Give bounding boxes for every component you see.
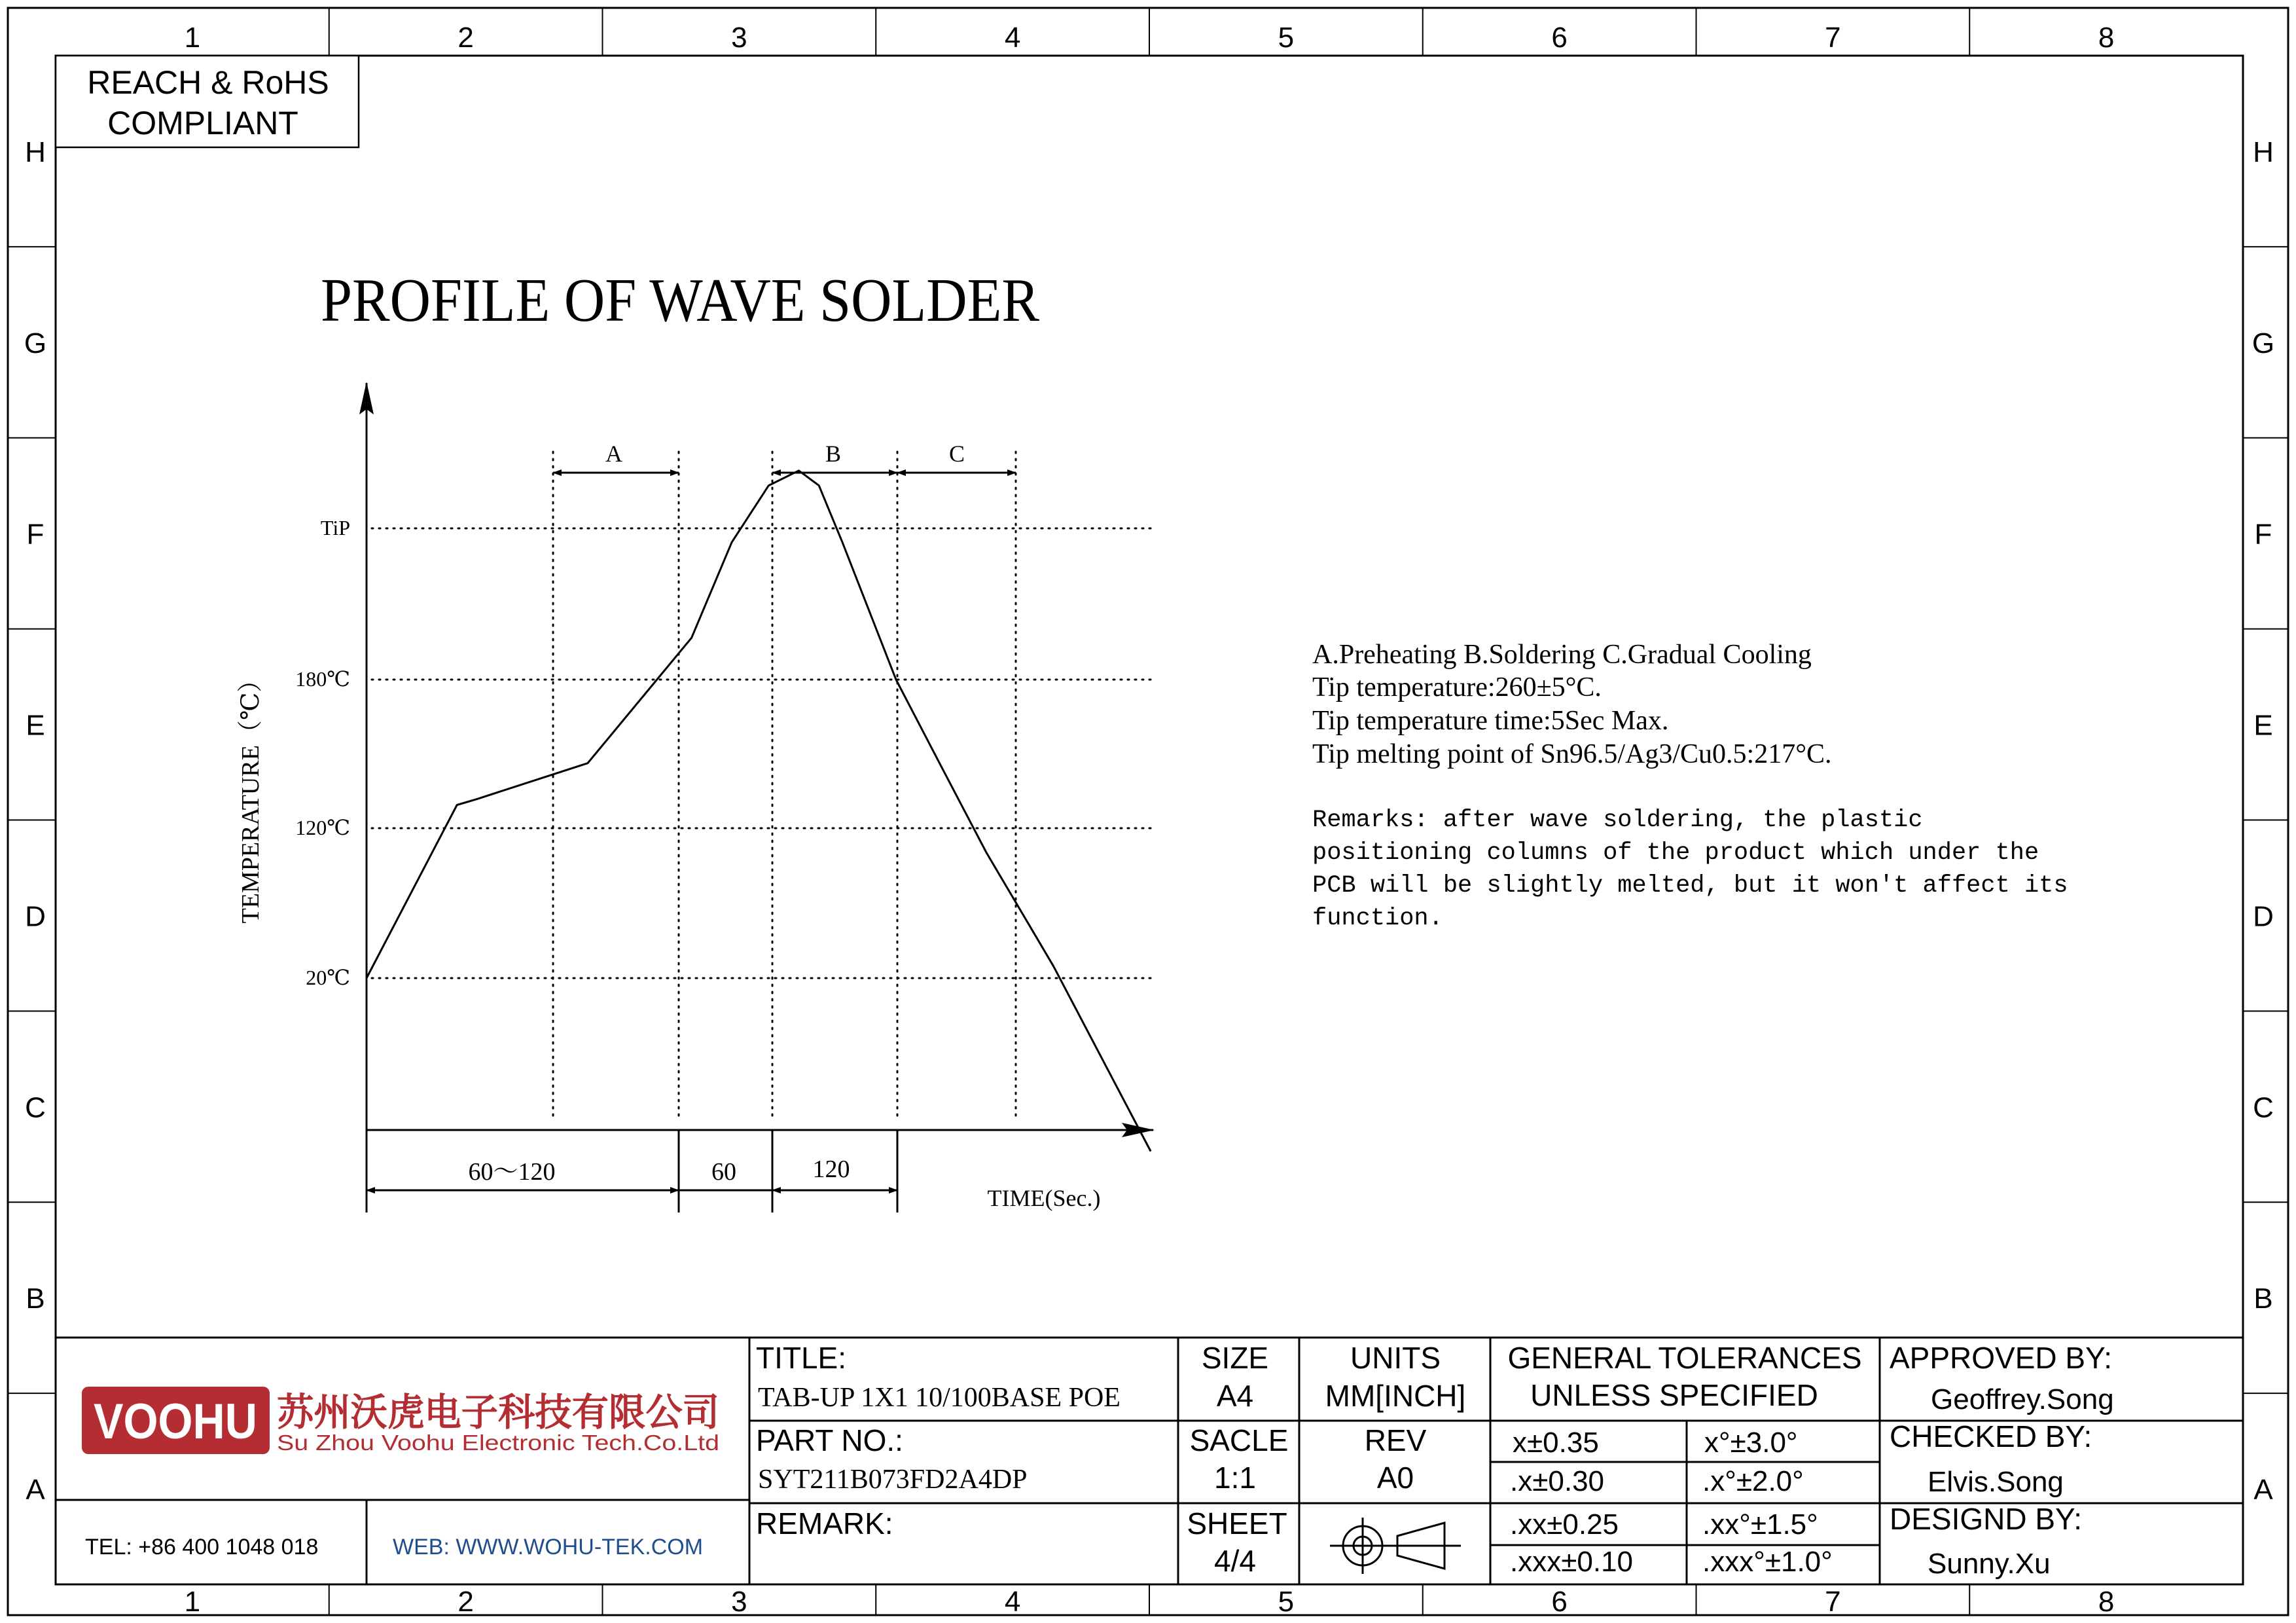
y-tick-120: 120℃ xyxy=(295,816,350,839)
y-tick-20: 20℃ xyxy=(306,966,350,989)
zone-col-top-5: 5 xyxy=(1278,22,1295,54)
remark-line-2: positioning columns of the product which under the xyxy=(1312,839,2039,867)
zone-col-top-3: 3 xyxy=(731,22,747,54)
designed-label: DESIGND BY: xyxy=(1890,1502,2082,1536)
tolerance-linear-1: .x±0.30 xyxy=(1510,1465,1605,1497)
note-tip-time: Tip temperature time:5Sec Max. xyxy=(1312,706,1669,736)
title-label: TITLE: xyxy=(756,1341,847,1375)
zone-row-left-F: F xyxy=(26,518,45,551)
time-segment-3: 120 xyxy=(812,1156,850,1183)
part-no-value: SYT211B073FD2A4DP xyxy=(758,1465,1028,1495)
zone-col-bottom-7: 7 xyxy=(1825,1586,1841,1618)
time-segment-2: 60 xyxy=(711,1158,736,1186)
zone-col-bottom-1: 1 xyxy=(184,1586,201,1618)
zone-row-left-H: H xyxy=(25,136,46,168)
zone-col-bottom-2: 2 xyxy=(457,1586,474,1618)
company-web: WEB: WWW.WOHU-TEK.COM xyxy=(393,1535,704,1559)
zone-col-bottom-5: 5 xyxy=(1278,1586,1295,1618)
company-name-en: Su Zhou Voohu Electronic Tech.Co.Ltd xyxy=(277,1431,719,1455)
remark-line-1: Remarks: after wave soldering, the plastic xyxy=(1312,807,1923,834)
scale-value: 1:1 xyxy=(1214,1461,1256,1495)
y-tick-tip: TiP xyxy=(320,516,350,539)
sheet-label: SHEET xyxy=(1187,1506,1287,1541)
size-label: SIZE xyxy=(1201,1341,1269,1375)
wave-solder-profile-chart xyxy=(237,383,1155,1213)
tolerance-linear-3: .xxx±0.10 xyxy=(1510,1546,1634,1578)
compliance-line-2: COMPLIANT xyxy=(107,105,298,141)
approved-name: Geoffrey.Song xyxy=(1931,1383,2114,1415)
zone-row-left-G: G xyxy=(24,327,47,359)
remark-label: REMARK: xyxy=(756,1506,893,1541)
tolerance-linear-2: .xx±0.25 xyxy=(1510,1508,1619,1541)
zone-row-right-E: E xyxy=(2253,709,2273,742)
tolerances-heading-1: GENERAL TOLERANCES xyxy=(1507,1341,1862,1375)
checked-label: CHECKED BY: xyxy=(1890,1419,2092,1453)
zone-row-right-G: G xyxy=(2251,327,2275,359)
title-value: TAB-UP 1X1 10/100BASE POE xyxy=(758,1383,1121,1413)
tolerance-angular-3: .xxx°±1.0° xyxy=(1702,1546,1833,1578)
phase-a-label: A xyxy=(605,441,622,467)
zone-col-top-6: 6 xyxy=(1551,22,1568,54)
third-angle-projection-icon xyxy=(1330,1518,1461,1574)
scale-label: SACLE xyxy=(1189,1423,1289,1457)
zone-col-top-4: 4 xyxy=(1004,22,1021,54)
zone-col-top-2: 2 xyxy=(457,22,474,54)
time-segment-1: 60～120 xyxy=(468,1158,556,1186)
sheet-value: 4/4 xyxy=(1214,1544,1256,1578)
zone-col-bottom-6: 6 xyxy=(1551,1586,1568,1618)
zone-row-right-B: B xyxy=(2253,1283,2273,1315)
y-tick-180: 180℃ xyxy=(295,667,350,691)
note-tip-temperature: Tip temperature:260±5°C. xyxy=(1312,672,1602,702)
phase-c-label: C xyxy=(948,441,965,467)
tolerance-angular-0: x°±3.0° xyxy=(1704,1427,1798,1459)
tolerance-angular-2: .xx°±1.5° xyxy=(1702,1508,1818,1541)
zone-row-right-C: C xyxy=(2253,1091,2274,1124)
zone-col-top-8: 8 xyxy=(2098,22,2115,54)
notes-block xyxy=(1312,640,2068,932)
svg-text:VOOHU: VOOHU xyxy=(94,1394,257,1450)
size-value: A4 xyxy=(1216,1379,1254,1413)
designed-name: Sunny.Xu xyxy=(1928,1548,2051,1580)
tolerance-angular-1: .x°±2.0° xyxy=(1702,1465,1804,1497)
remark-line-3: PCB will be slightly melted, but it won't affect its xyxy=(1312,872,2068,900)
rev-label: REV xyxy=(1364,1423,1427,1457)
zone-col-bottom-8: 8 xyxy=(2098,1586,2115,1618)
temperature-profile-curve xyxy=(367,471,1151,1152)
compliance-stamp xyxy=(56,56,359,147)
company-tel: TEL: +86 400 1048 018 xyxy=(85,1535,319,1559)
phase-b-label: B xyxy=(825,441,842,467)
units-value: MM[INCH] xyxy=(1325,1379,1466,1413)
zone-labels xyxy=(24,22,2274,1618)
drawing-title: PROFILE OF WAVE SOLDER xyxy=(321,266,1040,335)
zone-row-left-B: B xyxy=(26,1283,45,1315)
zone-row-left-C: C xyxy=(25,1091,46,1124)
tolerance-linear-0: x±0.35 xyxy=(1513,1427,1599,1459)
compliance-line-1: REACH & RoHS xyxy=(87,64,329,101)
zone-row-left-A: A xyxy=(26,1474,45,1506)
note-legend: A.Preheating B.Soldering C.Gradual Cooling xyxy=(1312,640,1812,670)
note-melting-point: Tip melting point of Sn96.5/Ag3/Cu0.5:217°C. xyxy=(1312,739,1832,769)
zone-row-right-A: A xyxy=(2253,1474,2273,1506)
zone-col-top-1: 1 xyxy=(184,22,201,54)
approved-label: APPROVED BY: xyxy=(1890,1341,2113,1375)
checked-name: Elvis.Song xyxy=(1928,1466,2064,1498)
company-name-cn: 苏州沃虎电子科技有限公司 xyxy=(277,1391,719,1434)
remark-line-4: function. xyxy=(1312,905,1443,932)
zone-row-right-H: H xyxy=(2253,136,2274,168)
zone-row-left-E: E xyxy=(26,709,45,742)
zone-col-bottom-4: 4 xyxy=(1004,1586,1021,1618)
voohu-logo xyxy=(82,1387,270,1454)
x-axis-label: TIME(Sec.) xyxy=(987,1185,1101,1211)
zone-row-left-D: D xyxy=(25,900,46,933)
rev-value: A0 xyxy=(1376,1461,1414,1495)
part-no-label: PART NO.: xyxy=(756,1423,903,1457)
tolerances-heading-2: UNLESS SPECIFIED xyxy=(1530,1378,1818,1412)
zone-row-right-D: D xyxy=(2253,900,2274,933)
zone-col-bottom-3: 3 xyxy=(731,1586,747,1618)
zone-col-top-7: 7 xyxy=(1825,22,1841,54)
units-label: UNITS xyxy=(1350,1341,1441,1375)
y-axis-label: TEMPERATURE（℃） xyxy=(237,667,264,924)
zone-row-right-F: F xyxy=(2254,518,2272,551)
